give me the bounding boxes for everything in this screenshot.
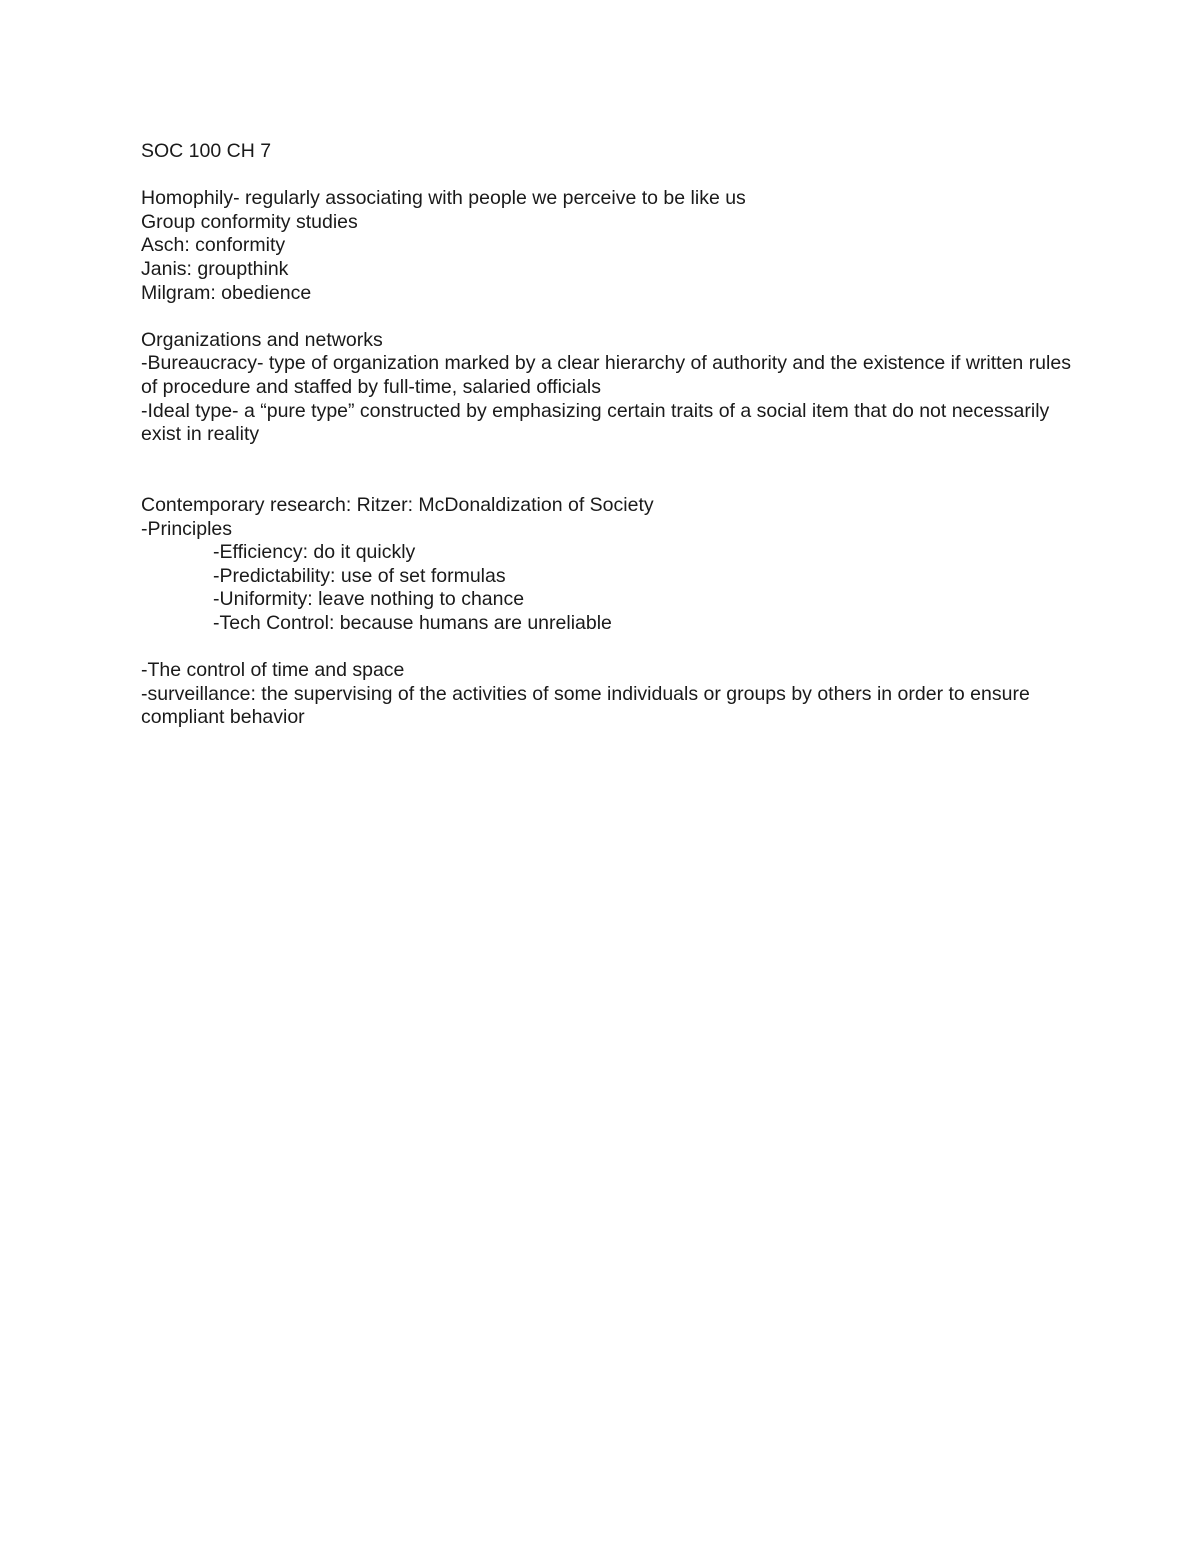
note-line: -Ideal type- a “pure type” constructed by emphasizing certain traits of a social item that do not necessarily exist in reality [141,399,1055,446]
document-body [141,140,1077,730]
section-heading: Organizations and networks [141,328,383,351]
principle-item: -Predictability: use of set formulas [213,564,506,587]
spacer [141,447,1071,494]
principle-item: -Uniformity: leave nothing to chance [213,588,525,611]
principle-item: -Tech Control: because humans are unreliable [213,611,612,634]
note-line: -The control of time and space [141,659,405,682]
principle-item: -Efficiency: do it quickly [213,541,416,564]
note-line: -Bureaucracy- type of organization marked by a clear hierarchy of authority and the existence if written rules of procedure and staffed by full-time, salaried officials [141,352,1077,398]
spacer [141,164,1071,188]
note-line: Milgram: obedience [141,281,312,304]
document-title: SOC 100 CH 7 [141,140,272,162]
spacer [141,305,1071,329]
spacer [141,635,1071,659]
note-line: Janis: groupthink [141,257,289,280]
note-line: Homophily- regularly associating with people we perceive to be like us [141,187,746,210]
note-line: Group conformity studies [141,210,358,233]
section-heading: Contemporary research: Ritzer: McDonaldization of Society [141,493,654,516]
principles-label: -Principles [141,517,233,540]
note-line: Asch: conformity [141,234,286,257]
note-line: -surveillance: the supervising of the activities of some individuals or groups by others in order to ensure compliant behavior [141,682,1036,729]
